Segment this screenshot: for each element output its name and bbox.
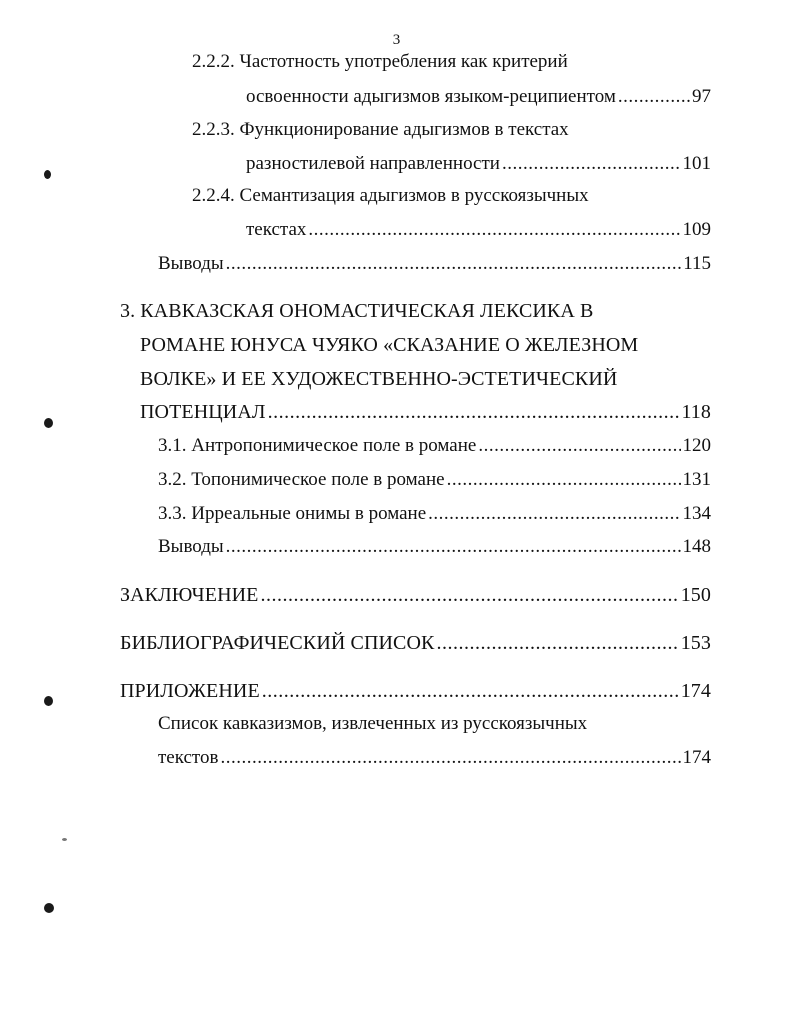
toc-entry-title: 3.2. Топонимическое поле в романе [158,469,445,490]
toc-page-number: 118 [681,401,711,423]
toc-entry-title: освоенности адыгизмов языком-реципиентом [246,86,616,107]
toc-entry-appendix-list-line-1: Список кавказизмов, извлеченных из русскоязычных [158,713,588,734]
toc-leader-dots [226,251,682,277]
toc-leader-dots [220,745,680,771]
toc-chapter-3-line-2: РОМАНЕ ЮНУСА ЧУЯКО «СКАЗАНИЕ О ЖЕЛЕЗНОМ [140,334,639,356]
toc-page-number: 174 [680,680,711,702]
toc-chapter-3-line-3: ВОЛКЕ» И ЕЕ ХУДОЖЕСТВЕННО-ЭСТЕТИЧЕСКИЙ [140,368,618,390]
toc-entry-3-3 [158,501,711,527]
toc-entry-bibliography [120,630,711,656]
toc-entry-title: БИБЛИОГРАФИЧЕСКИЙ СПИСОК [120,632,435,654]
toc-page-number: 148 [682,536,711,557]
toc-entry-title: текстов [158,747,219,768]
scan-artifact-mark [44,418,53,428]
toc-entry-3-1 [158,433,711,459]
toc-leader-dots [618,84,690,110]
toc-page-number: 97 [692,86,711,107]
toc-entry-appendix-list-line-2 [158,745,711,771]
toc-page-number: 101 [682,153,711,174]
toc-entry-2-2-3-line-1: 2.2.3. Функционирование адыгизмов в текстах [192,119,569,140]
toc-leader-dots [447,467,681,493]
toc-entry-appendix [120,678,711,704]
toc-entry-2-2-2-line-2 [246,84,711,110]
toc-entry-conclusion [120,582,711,608]
toc-page-number: 134 [682,503,711,524]
toc-chapter-3-line-1: 3. КАВКАЗСКАЯ ОНОМАСТИЧЕСКАЯ ЛЕКСИКА В [120,300,594,322]
toc-entry-title: ПРИЛОЖЕНИЕ [120,680,260,702]
toc-entry-2-2-2-line-1: 2.2.2. Частотность употребления как критерий [192,51,568,72]
toc-leader-dots [436,630,678,656]
scan-artifact-speck [62,838,67,841]
page-number: 3 [392,32,401,48]
toc-entry-title: Выводы [158,253,224,274]
toc-leader-dots [262,678,679,704]
toc-leader-dots [502,151,681,177]
toc-page-number: 174 [682,747,711,768]
toc-entry-title: 3.1. Антропонимическое поле в романе [158,435,477,456]
toc-page-number: 153 [680,632,711,654]
toc-page-number: 120 [682,435,711,456]
toc-entry-title: ЗАКЛЮЧЕНИЕ [120,584,259,606]
toc-leader-dots [260,582,678,608]
toc-leader-dots [478,433,680,459]
toc-entry-title: текстах [246,219,307,240]
toc-entry-2-2-3-line-2 [246,151,711,177]
scan-artifact-mark [44,696,53,706]
toc-entry-title: разностилевой направленности [246,153,500,174]
scan-artifact-mark [44,170,51,179]
toc-leader-dots [428,501,680,527]
toc-entry-conclusions-2 [158,251,711,277]
toc-leader-dots [308,217,680,243]
toc-entry-2-2-4-line-2 [246,217,711,243]
toc-page-number: 150 [680,584,711,606]
toc-entry-conclusions-3 [158,534,711,560]
toc-page-number: 115 [683,253,711,274]
toc-entry-title: 3.3. Ирреальные онимы в романе [158,503,427,524]
toc-leader-dots [268,399,680,425]
toc-entry-title: Выводы [158,536,224,557]
toc-entry-title: ПОТЕНЦИАЛ [140,401,266,423]
toc-entry-3-2 [158,467,711,493]
toc-page-number: 109 [682,219,711,240]
scan-artifact-mark [44,903,54,913]
toc-chapter-3-line-4 [140,399,711,425]
toc-entry-2-2-4-line-1: 2.2.4. Семантизация адыгизмов в русскоязычных [192,185,589,206]
toc-leader-dots [226,534,681,560]
toc-page-number: 131 [682,469,711,490]
